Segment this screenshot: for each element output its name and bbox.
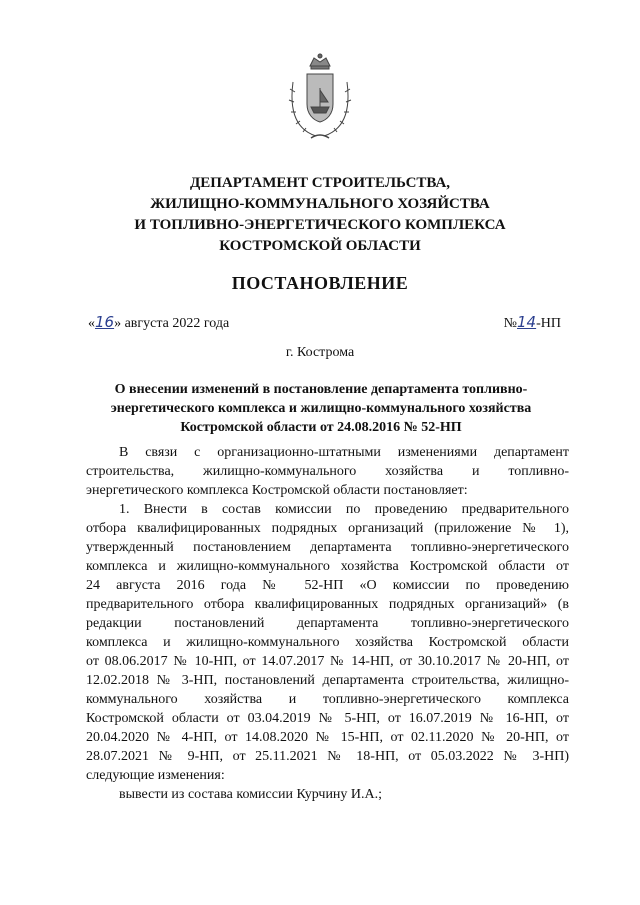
department-line: ЖИЛИЩНО-КОММУНАЛЬНОГО ХОЗЯЙСТВА: [150, 196, 490, 212]
body-line: вывести из состава комиссии Курчину И.А.;: [119, 787, 383, 802]
department-line: И ТОПЛИВНО-ЭНЕРГЕТИЧЕСКОГО КОМПЛЕКСА: [134, 217, 506, 233]
number-prefix: №: [503, 316, 518, 331]
department-name: [100, 173, 540, 257]
body-line: предварительного отбора квалифицированных подрядных организаций» (в: [86, 597, 569, 612]
department-line: ДЕПАРТАМЕНТ СТРОИТЕЛЬСТВА,: [189, 175, 451, 191]
document-body: [86, 443, 569, 804]
body-line: 20.04.2020 № 4-НП, от 14.08.2020 № 15-НП, от 02.11.2020 № 20-НП, от: [86, 730, 569, 745]
body-line: 1. Внести в состав комиссии по проведению предварительного: [119, 502, 569, 517]
number-suffix: -НП: [536, 316, 561, 331]
number-value: 14: [517, 313, 537, 331]
body-line: 12.02.2018 № 3-НП, постановлений департамента строительства, жилищно-: [86, 673, 569, 688]
coat-of-arms-icon: [283, 52, 357, 144]
document-number: [504, 313, 561, 332]
body-line: комплекса и жилищно-коммунального хозяйства Костромской области от: [86, 559, 569, 574]
body-line: следующие изменения:: [86, 768, 225, 783]
body-line: комплекса и жилищно-коммунального хозяйства Костромской области: [86, 635, 569, 650]
document-date: [88, 313, 229, 332]
title-line: О внесении изменений в постановление департамента топливно-: [114, 382, 528, 397]
body-line: утвержденный постановлением департамента топливно-энергетического: [86, 540, 569, 555]
body-line: 24 августа 2016 года № 52-НП «О комиссии по проведению: [86, 578, 569, 593]
document-type: ПОСТАНОВЛЕНИЕ: [231, 273, 409, 293]
body-line: 28.07.2021 № 9-НП, от 25.11.2021 № 18-НП, от 05.03.2022 № 3-НП): [86, 749, 569, 764]
body-line: от 08.06.2017 № 10-НП, от 14.07.2017 № 14-НП, от 30.10.2017 № 20-НП, от: [86, 654, 569, 669]
date-day: 16: [95, 313, 115, 331]
body-line: В связи с организационно-штатными изменениями департамент: [119, 445, 569, 460]
body-line: коммунального хозяйства и топливно-энергетического комплекса: [86, 692, 569, 707]
document-title: [86, 380, 556, 437]
title-line: Костромской области от 24.08.2016 № 52-НП: [180, 420, 462, 435]
body-line: энергетического комплекса Костромской области постановляет:: [86, 483, 468, 498]
date-close-quote: »: [114, 316, 122, 331]
body-line: отбора квалифицированных подрядных организаций (приложение № 1),: [86, 521, 569, 536]
body-line: Костромской области от 03.04.2019 № 5-НП, от 16.07.2019 № 16-НП, от: [86, 711, 569, 726]
body-line: строительства, жилищно-коммунального хозяйства и топливно-: [86, 464, 569, 479]
department-line: КОСТРОМСКОЙ ОБЛАСТИ: [219, 238, 421, 254]
date-month-year: августа 2022 года: [121, 316, 230, 331]
title-line: энергетического комплекса и жилищно-коммунального хозяйства: [110, 401, 532, 416]
document-city: г. Кострома: [285, 345, 355, 360]
body-line: редакции постановлений департамента топливно-энергетического: [86, 616, 569, 631]
date-open-quote: «: [88, 316, 95, 331]
